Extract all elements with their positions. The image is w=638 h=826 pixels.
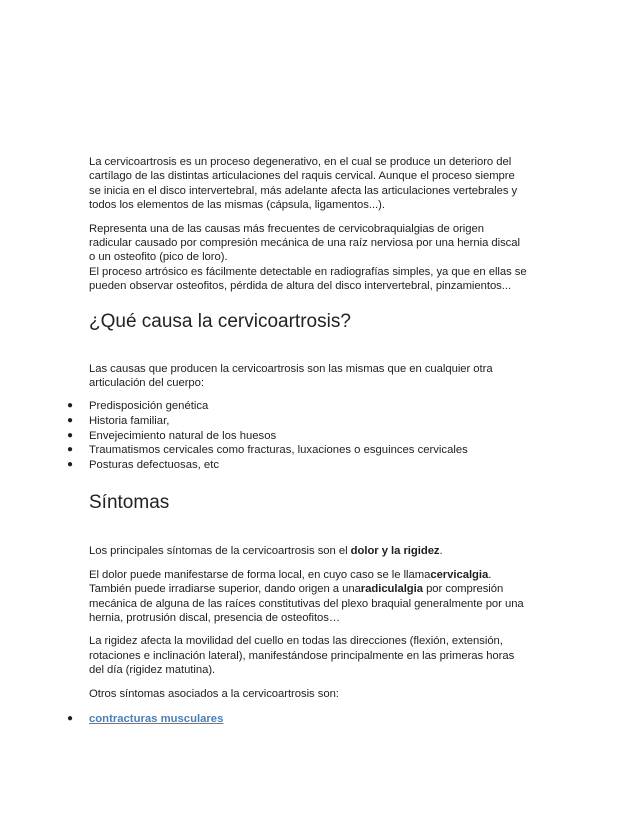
- bullet-icon: ●: [67, 713, 74, 725]
- sintomas-paragraph-3: La rigidez afecta la movilidad del cuello en todas las direcciones (flexión, extensión, rotaciones e inclinación lateral), manifestándose principalmente en las primeras horas del día (rigidez matutina).: [89, 635, 515, 677]
- contracturas-link[interactable]: contracturas musculares: [89, 713, 224, 726]
- bullet-icon: ●: [67, 415, 74, 427]
- sintomas-paragraph-1: Los principales síntomas de la cervicoartrosis son el dolor y la rigidez.: [89, 545, 443, 558]
- document-body: [67, 155, 529, 727]
- heading-sintomas: Síntomas: [89, 492, 170, 514]
- list-item: ● Envejecimiento natural de los huesos: [67, 429, 277, 442]
- bullet-icon: ●: [67, 429, 74, 441]
- heading-causa: ¿Qué causa la cervicoartrosis?: [89, 310, 351, 332]
- intro-paragraph-2b: El proceso artrósico es fácilmente detectable en radiografías simples, ya que en ellas se pueden observar osteofitos, pérdida de altura del disco intervertebral, pinzamientos...: [89, 265, 527, 293]
- sintomas-list: [67, 712, 529, 727]
- sintomas-paragraph-4: Otros síntomas asociados a la cervicoartrosis son:: [89, 687, 339, 700]
- list-item: ● Traumatismos cervicales como fracturas, luxaciones o esguinces cervicales: [67, 444, 468, 457]
- list-item: ● Posturas defectuosas, etc: [67, 458, 219, 471]
- list-item: ● Historia familiar,: [67, 415, 170, 428]
- causa-list: [67, 399, 529, 472]
- list-item: ● Predisposición genética: [67, 400, 209, 413]
- intro-paragraph-2a: Representa una de las causas más frecuentes de cervicobraquialgias de origen radicular causado por compresión mecánica de una raíz nerviosa por una hernia discal o un osteofito (pico de loro).: [89, 222, 520, 264]
- bullet-icon: ●: [67, 400, 74, 412]
- bullet-icon: ●: [67, 458, 74, 470]
- sintomas-paragraph-2: El dolor puede manifestarse de forma local, en cuyo caso se le llamacervicalgia. También puede irradiarse superior, dando origen a unaradiculalgia por compresión mecánica de alguna de las raíces constitutivas del plexo braquial generalmente por una hernia, protrusión discal, presencia de osteofitos…: [89, 568, 524, 625]
- causa-intro: Las causas que producen la cervicoartrosis son las mismas que en cualquier otra articulación del cuerpo:: [89, 362, 493, 390]
- list-item: [67, 712, 529, 727]
- intro-paragraph-1: La cervicoartrosis es un proceso degenerativo, en el cual se produce un deterioro del cartílago de las distintas articulaciones del raquis cervical. Aunque el proceso siempre se inicia en el disco intervertebral, más adelante afecta las articulaciones vertebrales y todos los elementos de las mismas (cápsula, ligamentos...).: [89, 156, 518, 212]
- bullet-icon: ●: [67, 444, 74, 456]
